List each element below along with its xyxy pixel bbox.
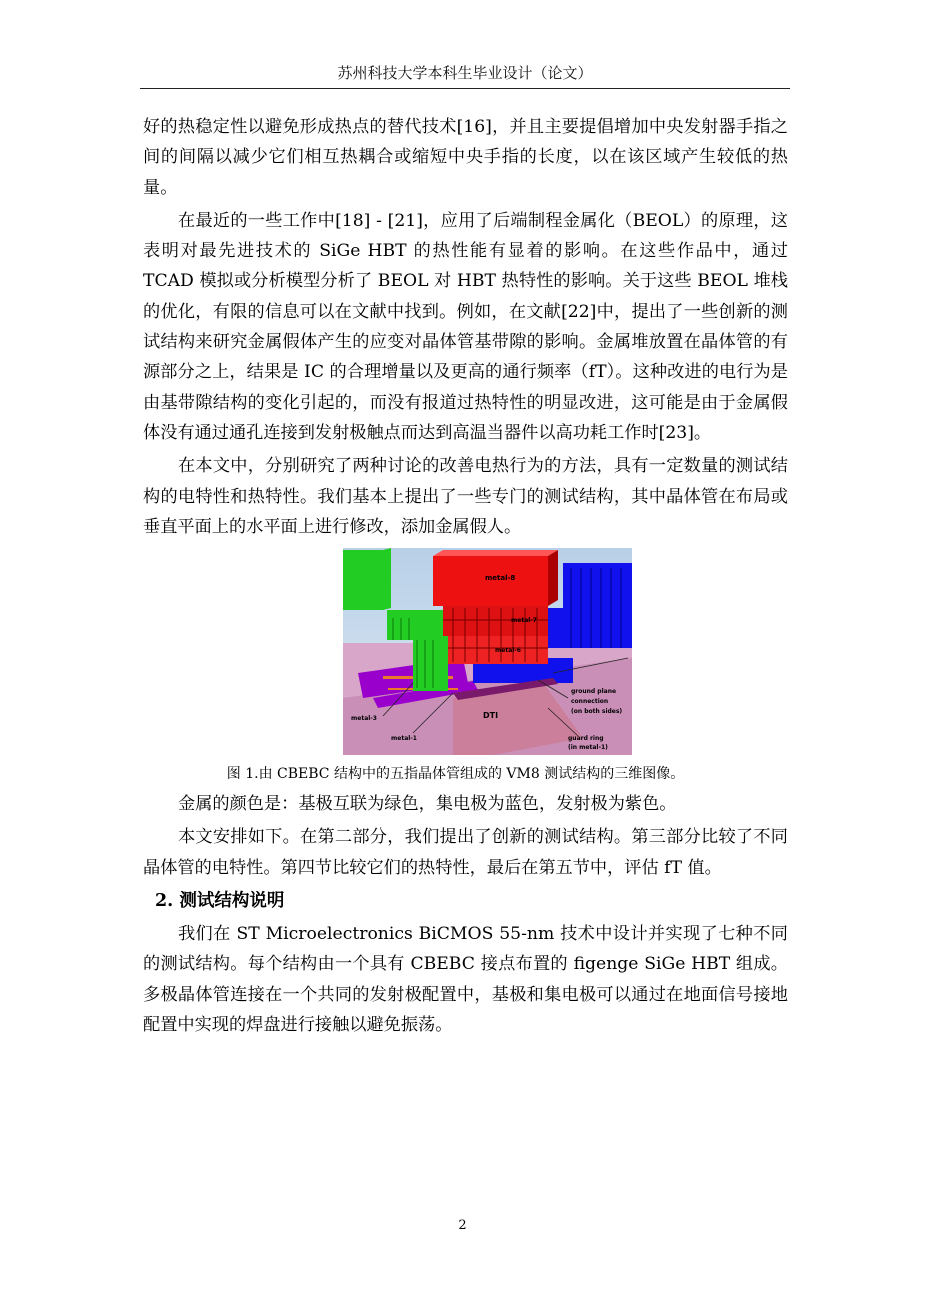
label-ground-3: (on both sides) [571,708,623,716]
paragraph-4: 金属的颜色是：基极互联为绿色，集电极为蓝色，发射极为紫色。 [178,794,677,815]
label-ground-1: ground plane [571,688,617,696]
label-guard-2: (in metal-1) [568,744,608,752]
figure-3d-image [343,548,632,755]
page-number: 2 [458,1218,467,1233]
page-header: 苏州科技大学本科生毕业设计（论文） [337,64,593,82]
label-ground-2: connection [571,698,609,706]
page-content [143,112,788,1040]
paragraph-5: 本文安排如下。在第二部分，我们提出了创新的测试结构。第三部分比较了不同晶体管的电特性。第四节比较它们的热特性，最后在第五节中，评估 fT 值。 [143,827,788,878]
label-metal-8: metal-8 [485,574,516,583]
section-title: 2. 测试结构说明 [155,891,285,912]
label-metal-1: metal-1 [391,735,417,743]
vm8-structure-illustration [343,548,632,755]
paragraph-3: 在本文中，分别研究了两种讨论的改善电热行为的方法，具有一定数量的测试结构的电特性和热特性。我们基本上提出了一些专门的测试结构，其中晶体管在布局或垂直平面上的水平面上进行修改，添加金属假人。 [143,456,788,537]
label-metal-7: metal-7 [511,617,537,625]
paragraph-2: 在最近的一些工作中[18] - [21]，应用了后端制程金属化（BEOL）的原理，这表明对最先进技术的 SiGe HBT 的热性能有显着的影响。在这些作品中，通过 TCAD 模拟或分析模型分析了 BEOL 对 HBT 热特性的影响。关于这些 BEOL 堆栈的优化，有限的信息可以在文献中找到。例如，在文献[22]中，提出了一些创新的测试结构来研究金属假体产生的应变对晶体管基带隙的影响。金属堆放置在晶体管的有源部分之上，结果是 IC 的合理增量以及更高的通行频率（fT）。这种改进的电行为是由基带隙结构的变化引起的，而没有报道过热特性的明显改进，这可能是由于金属假体没有通过通孔连接到发射极触点而达到高温当器件以高功耗工作时[23]。 [143,210,788,443]
header-rule [140,88,790,89]
label-metal-3: metal-3 [351,715,377,723]
paragraph-6: 我们在 ST Microelectronics BiCMOS 55-nm 技术中设计并实现了七种不同的测试结构。每个结构由一个具有 CBEBC 接点布置的 figenge SiGe HBT 组成。多极晶体管连接在一个共同的发射极配置中，基极和集电极可以通过在地面信号接地配置中实现的焊盘进行接触以避免振荡。 [143,924,788,1035]
label-dti: DTI [483,711,499,721]
label-guard-1: guard ring [568,735,604,743]
label-metal-6: metal-6 [495,647,521,655]
paragraph-1: 好的热稳定性以避免形成热点的替代技术[16]，并且主要提倡增加中央发射器手指之间的间隔以减少它们相互热耦合或缩短中央手指的长度，以在该区域产生较低的热量。 [143,117,788,198]
figure-caption: 图 1.由 CBEBC 结构中的五指晶体管组成的 VM8 测试结构的三维图像。 [226,766,685,783]
